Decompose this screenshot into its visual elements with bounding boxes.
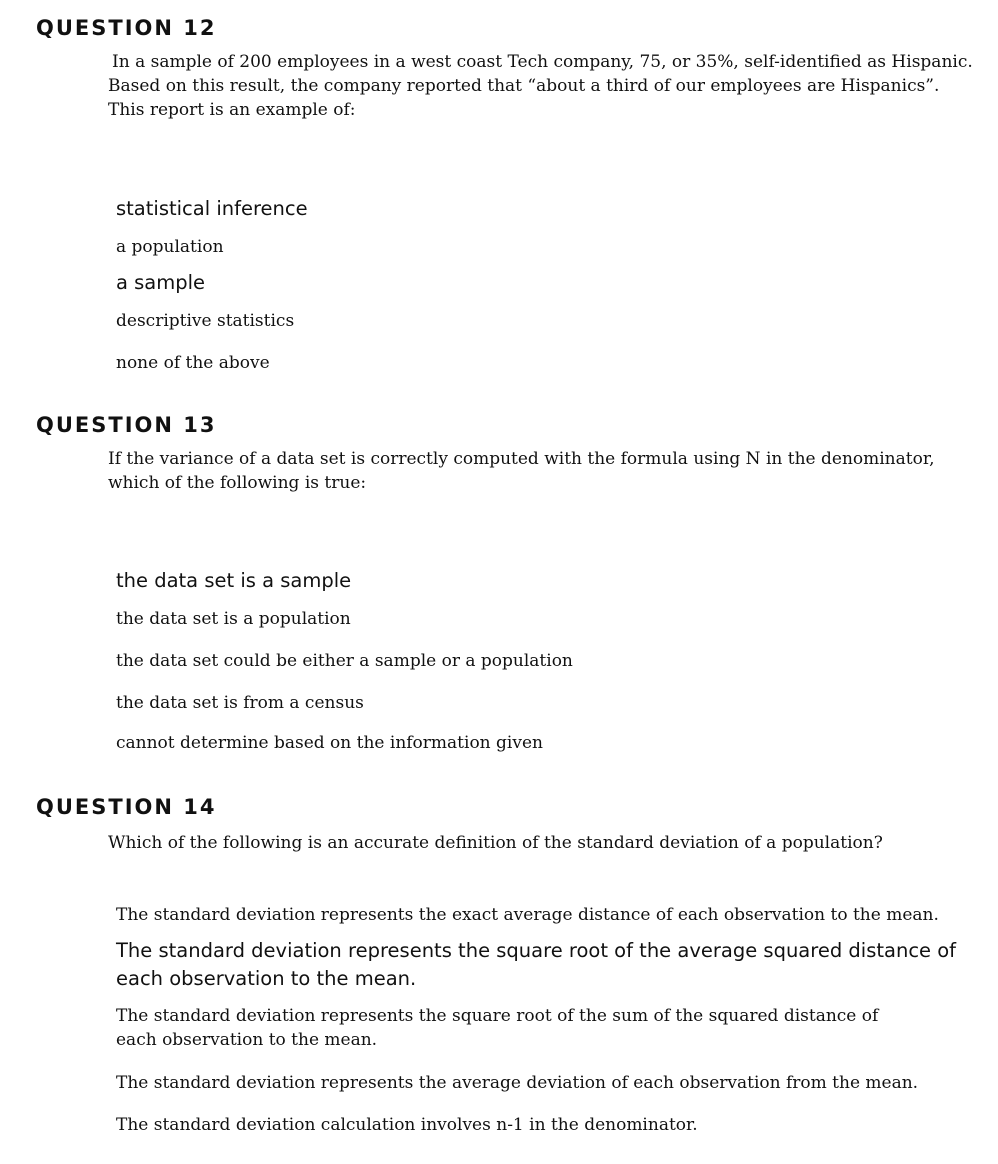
question-14-option-5[interactable]: The standard deviation calculation involves n-1 in the denominator. bbox=[116, 1115, 698, 1135]
question-14-title: QUESTION 14 bbox=[36, 795, 217, 819]
question-13-option-1[interactable]: the data set is a sample bbox=[116, 569, 352, 592]
question-13-option-5[interactable]: cannot determine based on the information given bbox=[116, 733, 543, 753]
question-14-option-4[interactable]: The standard deviation represents the average deviation of each observation from the mean. bbox=[116, 1073, 919, 1093]
question-13-title: QUESTION 13 bbox=[36, 413, 217, 437]
question-12-option-3[interactable]: a sample bbox=[116, 271, 206, 294]
question-12-option-5[interactable]: none of the above bbox=[116, 353, 270, 373]
question-14-text: Which of the following is an accurate definition of the standard deviation of a population? bbox=[108, 833, 883, 853]
question-13-option-3[interactable]: the data set could be either a sample or a population bbox=[116, 651, 573, 671]
question-13-text: If the variance of a data set is correctly computed with the formula using N in the denominator, which of the following is true: bbox=[108, 449, 935, 493]
question-14-option-3[interactable]: The standard deviation represents the square root of the sum of the squared distance of each observation to the mean. bbox=[116, 1006, 879, 1050]
question-12-text: In a sample of 200 employees in a west coast Tech company, 75, or 35%, self-identified as Hispanic. Based on this result, the company reported that “about a third of our employees are Hispanics”. This report is an example of: bbox=[108, 52, 973, 120]
question-13-option-4[interactable]: the data set is from a census bbox=[116, 693, 364, 713]
question-12-option-1[interactable]: statistical inference bbox=[116, 197, 308, 220]
question-14-option-2[interactable]: The standard deviation represents the square root of the average squared distance of each observation to the mean. bbox=[116, 939, 957, 990]
question-13-option-2[interactable]: the data set is a population bbox=[116, 609, 351, 629]
question-12-option-4[interactable]: descriptive statistics bbox=[116, 311, 295, 331]
question-14-option-1[interactable]: The standard deviation represents the exact average distance of each observation to the mean. bbox=[116, 905, 939, 925]
question-12-option-2[interactable]: a population bbox=[116, 237, 224, 257]
question-12-title: QUESTION 12 bbox=[36, 16, 217, 40]
